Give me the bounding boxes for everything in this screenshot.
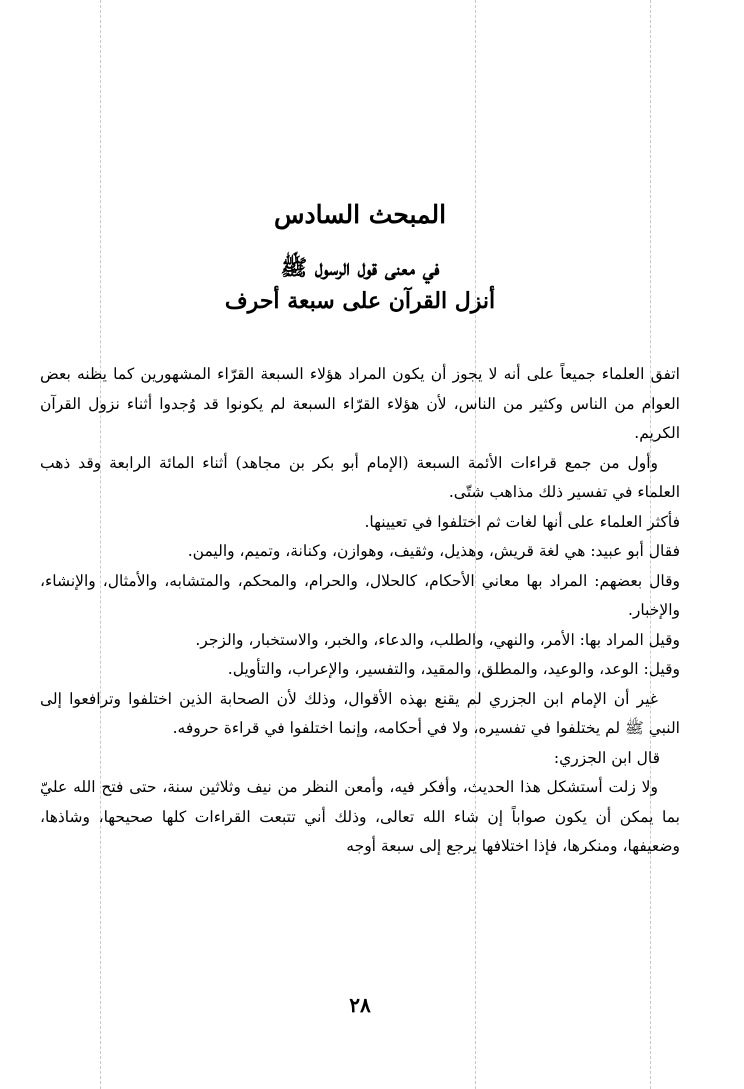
section-subtitle-line-2: أنزل القرآن على سبعة أحرف xyxy=(224,288,496,314)
page-number: ٢٨ xyxy=(349,993,371,1017)
paragraph-quotation: ولا زلت أستشكل هذا الحديث، وأفكر فيه، وأمعن النظر من نيف وثلاثين سنة، حتى فتح الله عليّ بما يمكن أن يكون صواباً إن شاء الله تعالى، وذلك أني تتبعت القراءات كلها صحيحها، وشاذها، وضعيفها، ومنكرها، فإذا اختلافها يرجع إلى سبعة أوجه xyxy=(40,778,680,855)
book-page xyxy=(40,0,680,1089)
paragraph-consensus: اتفق العلماء جميعاً على أنه لا يجوز أن يكون المراد هؤلاء السبعة القرّاء المشهورين كما يظنه بعض العوام من الناس وكثير من الناس، لأن هؤلاء القرّاء السبعة لم يكونوا قد وُجدوا أثناء نزول القرآن الكريم. xyxy=(40,365,680,442)
paragraph-ibn-aljazari-said: قال ابن الجزري: xyxy=(553,748,660,767)
paragraph-amr-nahy: وقيل المراد بها: الأمر، والنهي، والطلب، والدعاء، والخبر، والاستخبار، والزجر. xyxy=(195,630,680,649)
paragraph-abu-ubaid: فقال أبو عبيد: هي لغة قريش، وهذيل، وثقيف، وهوازن، وكنانة، وتميم، واليمن. xyxy=(187,542,680,560)
paragraph-waad-waeed: وقيل: الوعد، والوعيد، والمطلق، والمقيد، والتفسير، والإعراب، والتأويل. xyxy=(227,660,680,678)
paragraph-ibn-mujahid: وأول من جمع قراءات الأئمة السبعة (الإمام أبو بكر بن مجاهد) أثناء المائة الرابعة وقد ذهب العلماء في تفسير ذلك مذاهب شتّى. xyxy=(40,453,680,501)
section-subtitle-line-1: في معنى قول الرسول ﷺ xyxy=(280,255,440,281)
paragraph-ibn-aljazari-view: غير أن الإمام ابن الجزري لم يقنع بهذه الأقوال، وذلك لأن الصحابة الذين اختلفوا وترافعوا إلى النبي ﷺ لم يختلفوا في تفسيره، ولا في أحكامه، وإنما اختلفوا في قراءة حروفه. xyxy=(40,689,680,737)
paragraph-ahkam: وقال بعضهم: المراد بها معاني الأحكام، كالحلال، والحرام، والمحكم، والمتشابه، والأمثال، والإنشاء، والإخبار. xyxy=(40,571,680,619)
body-text xyxy=(40,360,680,862)
paragraph-dialects: فأكثر العلماء على أنها لغات ثم اختلفوا في تعيينها. xyxy=(364,512,680,531)
section-title: المبحث السادس xyxy=(273,200,447,229)
